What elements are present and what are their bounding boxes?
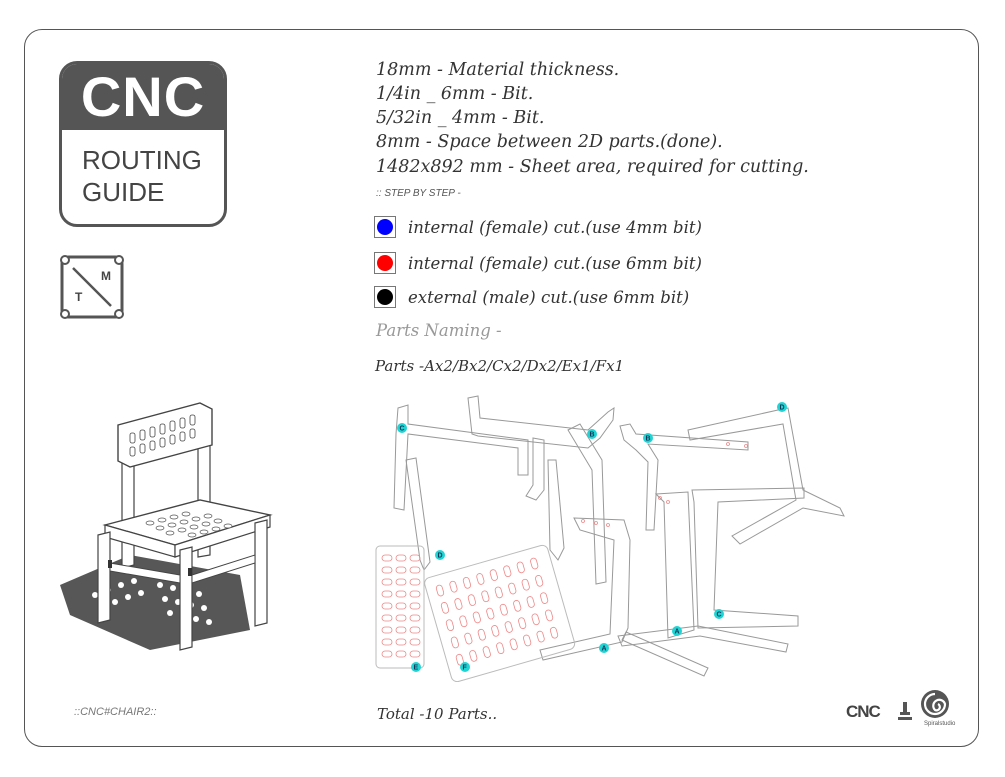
part-label-b2 <box>643 433 653 443</box>
chair-code: ::CNC#CHAIR2:: <box>74 706 157 718</box>
part-label-a1 <box>672 626 682 636</box>
logo-subtitle-line1: ROUTING <box>82 145 202 175</box>
spec-line-bit-4mm: 5/32in _ 4mm - Bit. <box>376 108 545 128</box>
legend-label-blue: internal (female) cut.(use 4mm bit) <box>408 217 702 237</box>
svg-text:E: E <box>413 664 419 672</box>
logo-subtitle-line2: GUIDE <box>82 177 165 207</box>
spec-line-thickness: 18mm - Material thickness. <box>376 60 620 80</box>
step-by-step-label: :: STEP BY STEP - <box>376 188 461 199</box>
part-label-a2 <box>599 643 609 653</box>
svg-text:A: A <box>674 628 680 636</box>
part-label-e <box>411 662 421 672</box>
part-e <box>376 546 424 668</box>
legend-label-black: external (male) cut.(use 6mm bit) <box>408 287 690 307</box>
cnc-logo <box>59 61 227 227</box>
part-label-f <box>460 662 470 672</box>
svg-text:D: D <box>437 552 443 560</box>
part-f <box>423 544 576 682</box>
svg-text:C: C <box>716 611 722 619</box>
spec-line-spacing: 8mm - Space between 2D parts.(done). <box>376 132 723 152</box>
logo-title: CNC <box>62 64 224 130</box>
legend-label-red: internal (female) cut.(use 6mm bit) <box>408 253 702 273</box>
parts-naming-heading: Parts Naming - <box>376 321 502 340</box>
svg-text:D: D <box>779 404 785 412</box>
part-label-d2 <box>435 550 445 560</box>
svg-text:B: B <box>645 435 651 443</box>
legend-swatch-blue <box>374 216 396 238</box>
tm-letter-m: M <box>101 269 111 283</box>
svg-text:F: F <box>462 664 467 672</box>
svg-text:A: A <box>601 645 607 653</box>
spec-line-sheet-area: 1482x892 mm - Sheet area, required for cutting. <box>376 157 809 177</box>
parts-list: Parts -Ax2/Bx2/Cx2/Dx2/Ex1/Fx1 <box>375 357 625 375</box>
logo-subtitle <box>62 130 224 208</box>
legend-row-black <box>374 285 689 309</box>
legend-row-red <box>374 251 702 275</box>
legend-swatch-black <box>374 286 396 308</box>
part-label-c2 <box>714 609 724 619</box>
tm-mark-icon <box>59 254 125 320</box>
cut-layout-sheet <box>368 390 848 682</box>
chair-illustration <box>50 385 290 665</box>
part-label-c1 <box>397 423 407 433</box>
spec-line-bit-6mm: 1/4in _ 6mm - Bit. <box>376 84 534 104</box>
part-label-b1 <box>587 429 597 439</box>
svg-text:C: C <box>399 425 405 433</box>
total-parts: Total -10 Parts.. <box>377 705 498 723</box>
cnc-brand-logo: CNC <box>846 702 880 721</box>
spiral-studio-logo-icon <box>920 688 950 720</box>
tool-icon <box>898 702 912 720</box>
part-label-d1 <box>777 402 787 412</box>
brand-logos <box>846 688 956 732</box>
legend-row-blue <box>374 215 702 239</box>
tm-letter-t: T <box>75 290 83 304</box>
legend-swatch-red <box>374 252 396 274</box>
spiral-studio-label: Spiralstudio <box>924 721 956 727</box>
svg-text:B: B <box>589 431 595 439</box>
